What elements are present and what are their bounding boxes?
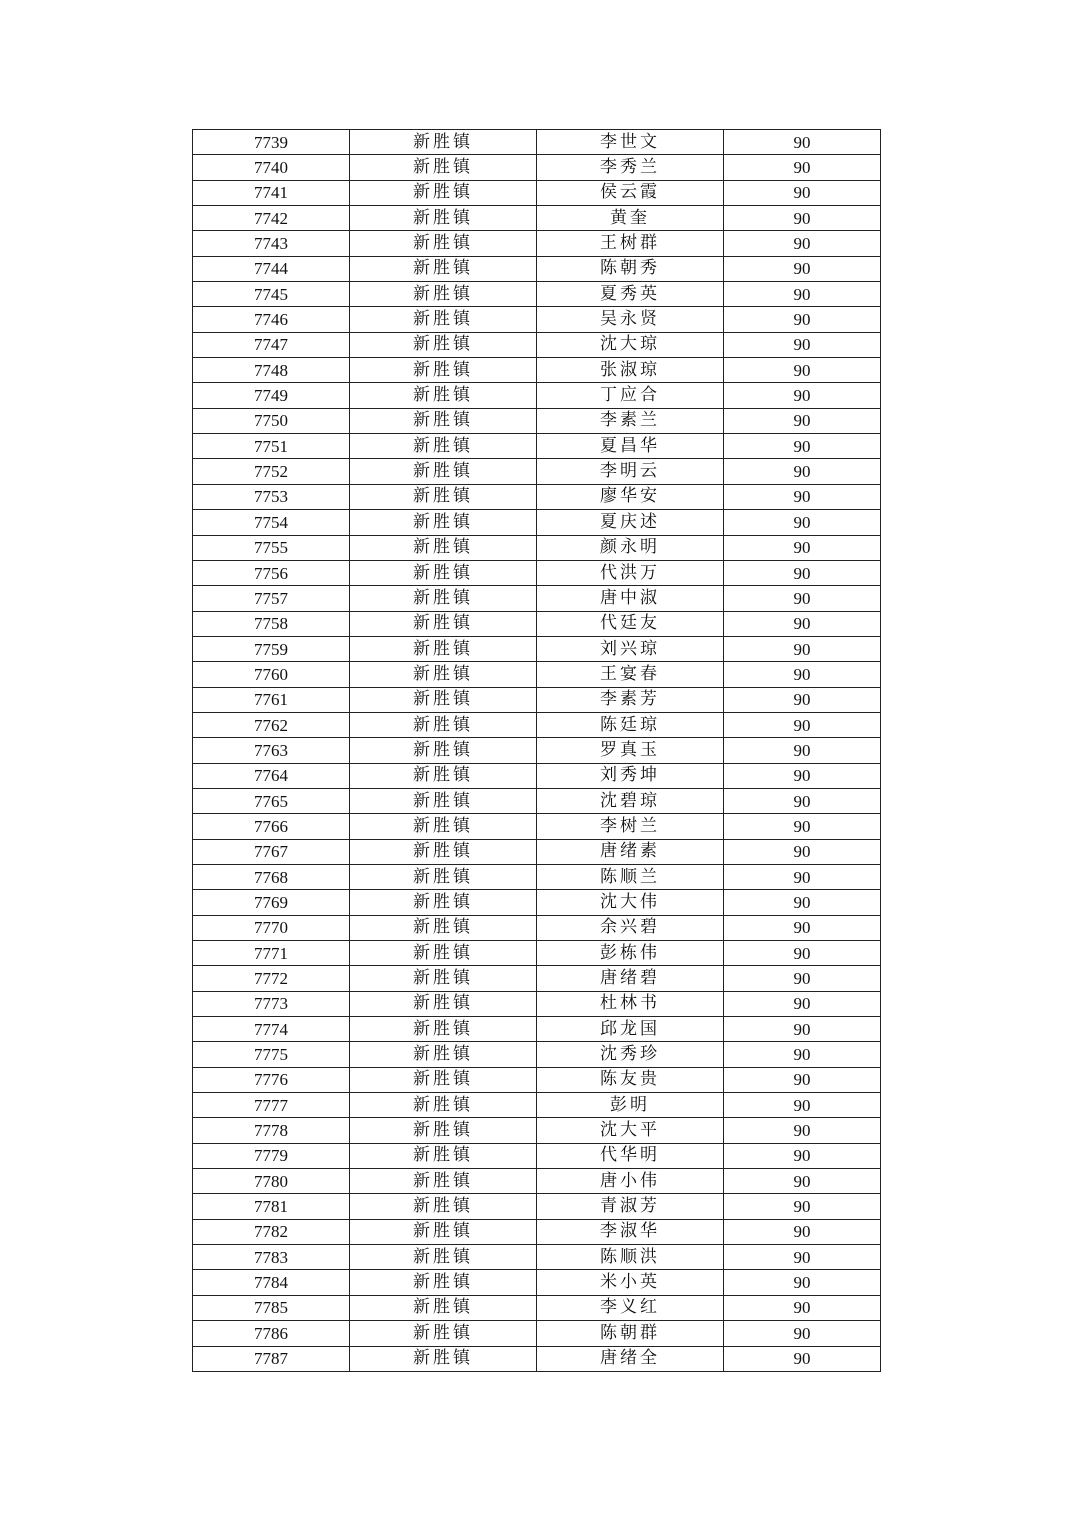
town-cell: 新胜镇 — [350, 383, 537, 408]
table-row — [193, 763, 881, 788]
person-name-cell: 沈碧琼 — [537, 788, 724, 813]
serial-number-cell: 7786 — [193, 1321, 350, 1346]
person-name-cell: 陈朝群 — [537, 1321, 724, 1346]
town-cell: 新胜镇 — [350, 1346, 537, 1371]
serial-number-cell: 7783 — [193, 1245, 350, 1270]
person-name-cell: 李素兰 — [537, 408, 724, 433]
table-row — [193, 484, 881, 509]
table-row — [193, 687, 881, 712]
town-cell: 新胜镇 — [350, 206, 537, 231]
person-name-cell: 李明云 — [537, 459, 724, 484]
amount-cell: 90 — [724, 282, 881, 307]
person-name-cell: 彭栋伟 — [537, 941, 724, 966]
person-name-cell: 张淑琼 — [537, 358, 724, 383]
amount-cell: 90 — [724, 1093, 881, 1118]
table-row — [193, 915, 881, 940]
amount-cell: 90 — [724, 1295, 881, 1320]
table-row — [193, 231, 881, 256]
person-name-cell: 王宴春 — [537, 662, 724, 687]
town-cell: 新胜镇 — [350, 408, 537, 433]
amount-cell: 90 — [724, 484, 881, 509]
table-row — [193, 611, 881, 636]
town-cell: 新胜镇 — [350, 560, 537, 585]
person-name-cell: 李树兰 — [537, 814, 724, 839]
table-row — [193, 1245, 881, 1270]
serial-number-cell: 7784 — [193, 1270, 350, 1295]
town-cell: 新胜镇 — [350, 738, 537, 763]
person-name-cell: 唐绪碧 — [537, 966, 724, 991]
town-cell: 新胜镇 — [350, 1017, 537, 1042]
town-cell: 新胜镇 — [350, 839, 537, 864]
table-row — [193, 282, 881, 307]
person-name-cell: 沈秀珍 — [537, 1042, 724, 1067]
person-name-cell: 夏秀英 — [537, 282, 724, 307]
town-cell: 新胜镇 — [350, 130, 537, 155]
table-row — [193, 180, 881, 205]
person-name-cell: 刘兴琼 — [537, 636, 724, 661]
table-row — [193, 155, 881, 180]
person-name-cell: 罗真玉 — [537, 738, 724, 763]
table-row — [193, 1093, 881, 1118]
town-cell: 新胜镇 — [350, 814, 537, 839]
serial-number-cell: 7770 — [193, 915, 350, 940]
town-cell: 新胜镇 — [350, 358, 537, 383]
town-cell: 新胜镇 — [350, 256, 537, 281]
town-cell: 新胜镇 — [350, 1245, 537, 1270]
amount-cell: 90 — [724, 231, 881, 256]
town-cell: 新胜镇 — [350, 1194, 537, 1219]
table-row — [193, 738, 881, 763]
serial-number-cell: 7741 — [193, 180, 350, 205]
amount-cell: 90 — [724, 256, 881, 281]
table-row — [193, 434, 881, 459]
serial-number-cell: 7753 — [193, 484, 350, 509]
town-cell: 新胜镇 — [350, 510, 537, 535]
amount-cell: 90 — [724, 332, 881, 357]
serial-number-cell: 7748 — [193, 358, 350, 383]
serial-number-cell: 7773 — [193, 991, 350, 1016]
person-name-cell: 廖华安 — [537, 484, 724, 509]
serial-number-cell: 7743 — [193, 231, 350, 256]
town-cell: 新胜镇 — [350, 662, 537, 687]
amount-cell: 90 — [724, 662, 881, 687]
town-cell: 新胜镇 — [350, 231, 537, 256]
serial-number-cell: 7754 — [193, 510, 350, 535]
amount-cell: 90 — [724, 459, 881, 484]
table-row — [193, 1194, 881, 1219]
amount-cell: 90 — [724, 510, 881, 535]
town-cell: 新胜镇 — [350, 890, 537, 915]
person-name-cell: 李世文 — [537, 130, 724, 155]
serial-number-cell: 7777 — [193, 1093, 350, 1118]
person-name-cell: 陈顺兰 — [537, 864, 724, 889]
person-name-cell: 唐中淑 — [537, 586, 724, 611]
table-row — [193, 383, 881, 408]
amount-cell: 90 — [724, 1219, 881, 1244]
serial-number-cell: 7781 — [193, 1194, 350, 1219]
table-row — [193, 535, 881, 560]
person-name-cell: 刘秀坤 — [537, 763, 724, 788]
town-cell: 新胜镇 — [350, 1143, 537, 1168]
table-row — [193, 839, 881, 864]
roster-table — [192, 129, 881, 1372]
serial-number-cell: 7763 — [193, 738, 350, 763]
table-row — [193, 130, 881, 155]
amount-cell: 90 — [724, 1245, 881, 1270]
table-row — [193, 1067, 881, 1092]
table-row — [193, 814, 881, 839]
amount-cell: 90 — [724, 864, 881, 889]
amount-cell: 90 — [724, 1270, 881, 1295]
serial-number-cell: 7760 — [193, 662, 350, 687]
amount-cell: 90 — [724, 636, 881, 661]
serial-number-cell: 7755 — [193, 535, 350, 560]
table-row — [193, 1017, 881, 1042]
table-row — [193, 1042, 881, 1067]
serial-number-cell: 7744 — [193, 256, 350, 281]
town-cell: 新胜镇 — [350, 282, 537, 307]
person-name-cell: 代华明 — [537, 1143, 724, 1168]
table-row — [193, 586, 881, 611]
person-name-cell: 陈朝秀 — [537, 256, 724, 281]
serial-number-cell: 7739 — [193, 130, 350, 155]
serial-number-cell: 7749 — [193, 383, 350, 408]
amount-cell: 90 — [724, 560, 881, 585]
town-cell: 新胜镇 — [350, 1067, 537, 1092]
serial-number-cell: 7745 — [193, 282, 350, 307]
table-row — [193, 662, 881, 687]
person-name-cell: 夏庆述 — [537, 510, 724, 535]
table-row — [193, 358, 881, 383]
serial-number-cell: 7776 — [193, 1067, 350, 1092]
person-name-cell: 李淑华 — [537, 1219, 724, 1244]
amount-cell: 90 — [724, 1042, 881, 1067]
amount-cell: 90 — [724, 788, 881, 813]
person-name-cell: 沈大伟 — [537, 890, 724, 915]
table-row — [193, 1321, 881, 1346]
table-row — [193, 1169, 881, 1194]
serial-number-cell: 7764 — [193, 763, 350, 788]
amount-cell: 90 — [724, 966, 881, 991]
person-name-cell: 唐绪全 — [537, 1346, 724, 1371]
town-cell: 新胜镇 — [350, 636, 537, 661]
person-name-cell: 李素芳 — [537, 687, 724, 712]
town-cell: 新胜镇 — [350, 991, 537, 1016]
amount-cell: 90 — [724, 763, 881, 788]
table-row — [193, 1270, 881, 1295]
person-name-cell: 侯云霞 — [537, 180, 724, 205]
table-row — [193, 560, 881, 585]
serial-number-cell: 7787 — [193, 1346, 350, 1371]
serial-number-cell: 7742 — [193, 206, 350, 231]
table-row — [193, 941, 881, 966]
town-cell: 新胜镇 — [350, 1270, 537, 1295]
town-cell: 新胜镇 — [350, 763, 537, 788]
serial-number-cell: 7757 — [193, 586, 350, 611]
person-name-cell: 李义红 — [537, 1295, 724, 1320]
town-cell: 新胜镇 — [350, 586, 537, 611]
amount-cell: 90 — [724, 206, 881, 231]
town-cell: 新胜镇 — [350, 966, 537, 991]
town-cell: 新胜镇 — [350, 1093, 537, 1118]
person-name-cell: 吴永贤 — [537, 307, 724, 332]
table-row — [193, 307, 881, 332]
serial-number-cell: 7779 — [193, 1143, 350, 1168]
town-cell: 新胜镇 — [350, 1295, 537, 1320]
person-name-cell: 杜林书 — [537, 991, 724, 1016]
town-cell: 新胜镇 — [350, 1219, 537, 1244]
town-cell: 新胜镇 — [350, 611, 537, 636]
person-name-cell: 丁应合 — [537, 383, 724, 408]
serial-number-cell: 7758 — [193, 611, 350, 636]
person-name-cell: 王树群 — [537, 231, 724, 256]
table-row — [193, 510, 881, 535]
amount-cell: 90 — [724, 915, 881, 940]
table-row — [193, 459, 881, 484]
person-name-cell: 青淑芳 — [537, 1194, 724, 1219]
amount-cell: 90 — [724, 738, 881, 763]
amount-cell: 90 — [724, 839, 881, 864]
table-row — [193, 1118, 881, 1143]
person-name-cell: 代廷友 — [537, 611, 724, 636]
table-row — [193, 256, 881, 281]
person-name-cell: 邱龙国 — [537, 1017, 724, 1042]
table-row — [193, 1346, 881, 1371]
serial-number-cell: 7762 — [193, 712, 350, 737]
town-cell: 新胜镇 — [350, 1321, 537, 1346]
town-cell: 新胜镇 — [350, 155, 537, 180]
serial-number-cell: 7740 — [193, 155, 350, 180]
amount-cell: 90 — [724, 814, 881, 839]
table-row — [193, 966, 881, 991]
serial-number-cell: 7767 — [193, 839, 350, 864]
amount-cell: 90 — [724, 155, 881, 180]
amount-cell: 90 — [724, 130, 881, 155]
amount-cell: 90 — [724, 358, 881, 383]
amount-cell: 90 — [724, 687, 881, 712]
serial-number-cell: 7780 — [193, 1169, 350, 1194]
table-row — [193, 1143, 881, 1168]
person-name-cell: 陈廷琼 — [537, 712, 724, 737]
town-cell: 新胜镇 — [350, 864, 537, 889]
town-cell: 新胜镇 — [350, 332, 537, 357]
town-cell: 新胜镇 — [350, 535, 537, 560]
amount-cell: 90 — [724, 941, 881, 966]
table-row — [193, 890, 881, 915]
amount-cell: 90 — [724, 890, 881, 915]
town-cell: 新胜镇 — [350, 687, 537, 712]
person-name-cell: 余兴碧 — [537, 915, 724, 940]
serial-number-cell: 7778 — [193, 1118, 350, 1143]
person-name-cell: 黄奎 — [537, 206, 724, 231]
town-cell: 新胜镇 — [350, 484, 537, 509]
town-cell: 新胜镇 — [350, 180, 537, 205]
town-cell: 新胜镇 — [350, 712, 537, 737]
amount-cell: 90 — [724, 586, 881, 611]
table-row — [193, 1295, 881, 1320]
roster-table-body — [193, 130, 881, 1372]
town-cell: 新胜镇 — [350, 915, 537, 940]
amount-cell: 90 — [724, 180, 881, 205]
amount-cell: 90 — [724, 383, 881, 408]
amount-cell: 90 — [724, 434, 881, 459]
serial-number-cell: 7782 — [193, 1219, 350, 1244]
person-name-cell: 米小英 — [537, 1270, 724, 1295]
amount-cell: 90 — [724, 1346, 881, 1371]
amount-cell: 90 — [724, 991, 881, 1016]
person-name-cell: 陈顺洪 — [537, 1245, 724, 1270]
amount-cell: 90 — [724, 408, 881, 433]
table-row — [193, 991, 881, 1016]
serial-number-cell: 7774 — [193, 1017, 350, 1042]
serial-number-cell: 7769 — [193, 890, 350, 915]
amount-cell: 90 — [724, 535, 881, 560]
person-name-cell: 唐小伟 — [537, 1169, 724, 1194]
amount-cell: 90 — [724, 307, 881, 332]
table-row — [193, 332, 881, 357]
serial-number-cell: 7752 — [193, 459, 350, 484]
serial-number-cell: 7759 — [193, 636, 350, 661]
serial-number-cell: 7766 — [193, 814, 350, 839]
town-cell: 新胜镇 — [350, 1042, 537, 1067]
town-cell: 新胜镇 — [350, 1169, 537, 1194]
table-row — [193, 636, 881, 661]
amount-cell: 90 — [724, 1067, 881, 1092]
town-cell: 新胜镇 — [350, 434, 537, 459]
serial-number-cell: 7751 — [193, 434, 350, 459]
table-row — [193, 864, 881, 889]
serial-number-cell: 7746 — [193, 307, 350, 332]
person-name-cell: 彭明 — [537, 1093, 724, 1118]
serial-number-cell: 7768 — [193, 864, 350, 889]
serial-number-cell: 7785 — [193, 1295, 350, 1320]
amount-cell: 90 — [724, 1321, 881, 1346]
person-name-cell: 沈大琼 — [537, 332, 724, 357]
serial-number-cell: 7775 — [193, 1042, 350, 1067]
person-name-cell: 代洪万 — [537, 560, 724, 585]
table-row — [193, 408, 881, 433]
serial-number-cell: 7761 — [193, 687, 350, 712]
serial-number-cell: 7750 — [193, 408, 350, 433]
person-name-cell: 颜永明 — [537, 535, 724, 560]
town-cell: 新胜镇 — [350, 1118, 537, 1143]
serial-number-cell: 7772 — [193, 966, 350, 991]
amount-cell: 90 — [724, 1169, 881, 1194]
serial-number-cell: 7756 — [193, 560, 350, 585]
table-row — [193, 206, 881, 231]
town-cell: 新胜镇 — [350, 459, 537, 484]
table-row — [193, 712, 881, 737]
amount-cell: 90 — [724, 611, 881, 636]
amount-cell: 90 — [724, 712, 881, 737]
table-row — [193, 1219, 881, 1244]
person-name-cell: 夏昌华 — [537, 434, 724, 459]
amount-cell: 90 — [724, 1194, 881, 1219]
person-name-cell: 唐绪素 — [537, 839, 724, 864]
town-cell: 新胜镇 — [350, 941, 537, 966]
person-name-cell: 沈大平 — [537, 1118, 724, 1143]
table-row — [193, 788, 881, 813]
amount-cell: 90 — [724, 1118, 881, 1143]
amount-cell: 90 — [724, 1017, 881, 1042]
amount-cell: 90 — [724, 1143, 881, 1168]
serial-number-cell: 7747 — [193, 332, 350, 357]
serial-number-cell: 7771 — [193, 941, 350, 966]
person-name-cell: 陈友贵 — [537, 1067, 724, 1092]
person-name-cell: 李秀兰 — [537, 155, 724, 180]
serial-number-cell: 7765 — [193, 788, 350, 813]
town-cell: 新胜镇 — [350, 307, 537, 332]
town-cell: 新胜镇 — [350, 788, 537, 813]
